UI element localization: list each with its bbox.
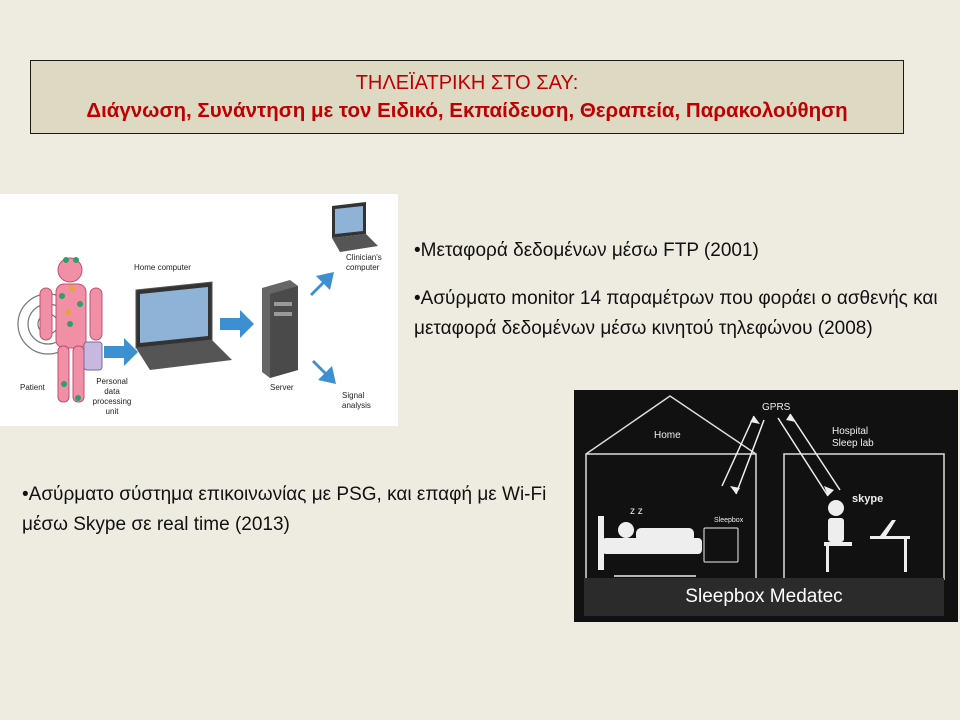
label-home: Home <box>654 430 681 441</box>
label-pdpu-3: processing <box>92 397 132 406</box>
label-patient: Patient <box>20 383 45 392</box>
sleeper-icon <box>598 516 738 570</box>
bullet-monitor: •Ασύρματο monitor 14 παραμέτρων που φοράει ο ασθενής και μεταφορά δεδομένων μέσω κινητού τηλεφώνου (2008) <box>414 288 938 339</box>
processing-unit-icon <box>84 342 102 370</box>
label-hospital-2: Sleep lab <box>832 438 874 449</box>
patient-figure-icon <box>40 258 102 402</box>
bullet-ftp: •Μεταφορά δεδομένων μέσω FTP (2001) <box>414 240 759 261</box>
label-sleepbox: Sleepbox <box>714 517 744 524</box>
label-hospital-1: Hospital <box>832 426 869 437</box>
label-pdpu-4: unit <box>105 407 119 416</box>
sleepbox-caption: Sleepbox Medatec <box>584 578 944 616</box>
label-pdpu-1: Personal <box>96 377 128 386</box>
label-clinician-2: computer <box>346 263 380 272</box>
zzz-label: z z <box>630 506 643 517</box>
label-home-computer: Home computer <box>134 263 191 272</box>
label-pdpu-2: data <box>104 387 120 396</box>
server-icon <box>262 280 298 378</box>
skype-logo: skype <box>852 493 884 505</box>
title-line-1: ΤΗΛΕΪΑΤΡΙΚΗ ΣΤΟ ΣΑΥ: <box>355 72 579 94</box>
label-gprs: GPRS <box>762 402 791 413</box>
title-line-2: Διάγνωση, Συνάντηση με τον Ειδικό, Εκπαίδευση, Θεραπεία, Παρακολούθηση <box>86 99 848 122</box>
label-signal-2: analysis <box>342 401 371 410</box>
title-box <box>30 60 904 134</box>
bullet-skype: •Ασύρματο σύστημα επικοινωνίας με PSG, και επαφή με Wi-Fi μέσω Skype σε real time (2013) <box>22 484 547 535</box>
hospital-outline <box>784 454 944 580</box>
label-signal-1: Signal <box>342 391 365 400</box>
clinician-laptop-icon <box>332 202 378 252</box>
gprs-arrows <box>722 414 840 496</box>
telemonitoring-diagram <box>0 194 398 426</box>
label-clinician-1: Clinician's <box>346 253 382 262</box>
clinician-icon <box>824 500 910 572</box>
home-laptop-icon <box>136 282 232 370</box>
label-server: Server <box>270 383 294 392</box>
bullets-right <box>414 236 944 362</box>
